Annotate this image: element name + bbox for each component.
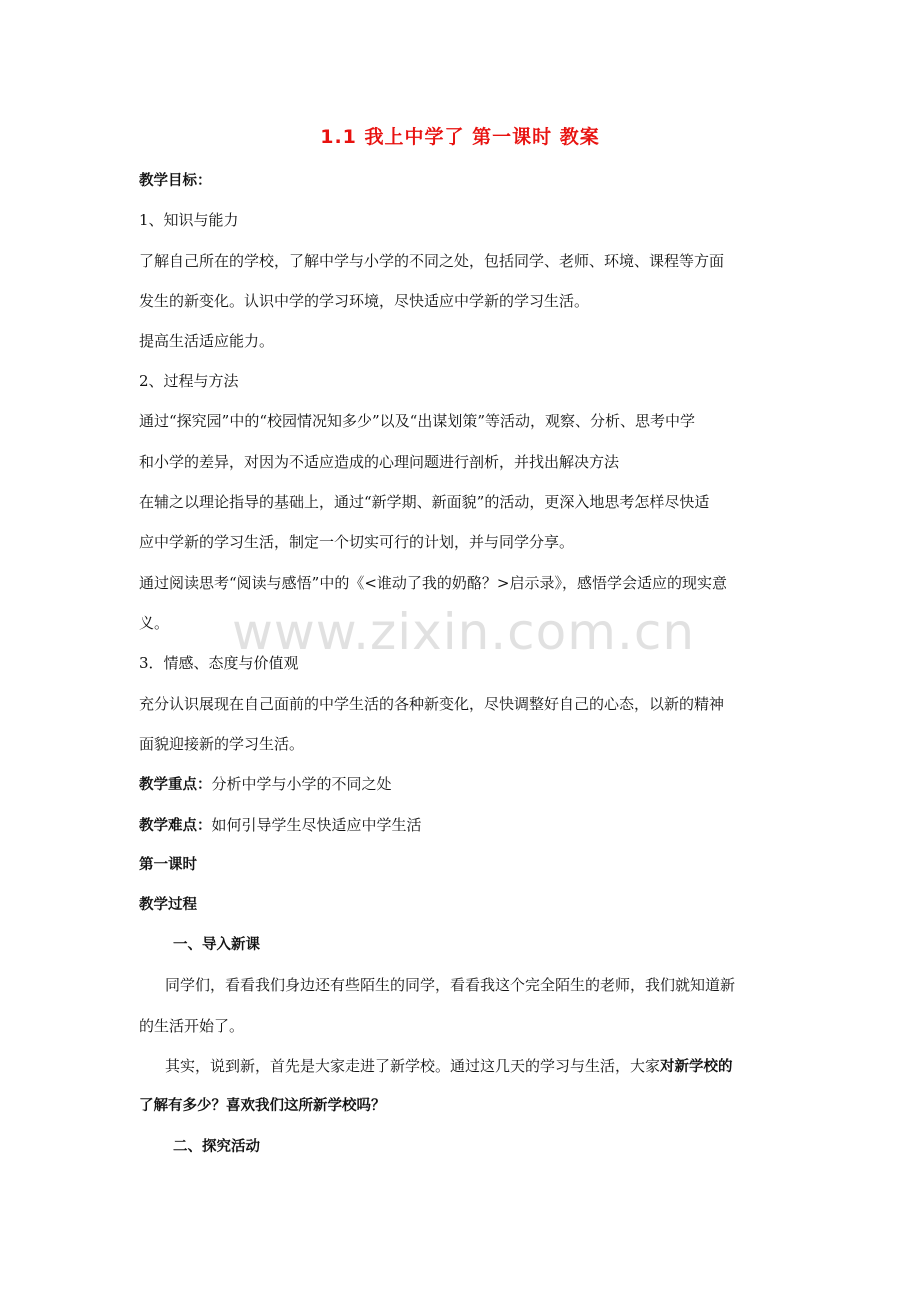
section-2-paragraph-line: 在辅之以理论指导的基础上，通过“新学期、新面貌”的活动，更深入地思考怎样尽快适 [139,493,710,511]
part-2-heading: 二、探究活动 [173,1139,260,1155]
part-1-heading: 一、导入新课 [173,937,260,953]
key-points-line [139,774,789,795]
section-2-paragraph-line: 义。 [139,614,170,632]
part-1-paragraph-line: 同学们，看看我们身边还有些陌生的同学，看看我这个完全陌生的老师，我们就知道新 [165,976,736,994]
lesson-label: 第一课时 [139,857,197,873]
section-3-paragraph-line: 面貌迎接新的学习生活。 [139,735,305,753]
part-1-paragraph-bold: 对新学校的 [660,1059,733,1075]
section-1-paragraph-line: 提高生活适应能力。 [139,332,275,350]
difficulty-label: 教学难点： [139,818,212,834]
section-2-paragraph-line: 通过阅读思考“阅读与感悟”中的《<谁动了我的奶酪？>启示录》，感悟学会适应的现实意 [139,574,727,592]
section-2-heading: 2、过程与方法 [139,372,239,390]
part-1-paragraph-line [165,1056,815,1077]
key-points-label: 教学重点： [139,777,212,793]
difficulty-line [139,815,789,836]
key-points-text: 分析中学与小学的不同之处 [211,775,392,793]
section-3-paragraph-line: 充分认识展现在自己面前的中学生活的各种新变化，尽快调整好自己的心态，以新的精神 [139,695,725,713]
section-2-paragraph-line: 通过“探究园”中的“校园情况知多少”以及“出谋划策”等活动，观察、分析、思考中学 [139,412,696,430]
watermark: www.zixin.com.cn [232,603,696,661]
document-title: 1.1 我上中学了 第一课时 教案 [320,126,600,148]
part-1-paragraph-normal: 其实，说到新，首先是大家走进了新学校。通过这几天的学习与生活，大家 [165,1057,661,1075]
section-1-paragraph-line: 发生的新变化。认识中学的学习环境，尽快适应中学新的学习生活。 [139,292,590,310]
section-1-paragraph-line: 了解自己所在的学校，了解中学与小学的不同之处，包括同学、老师、环境、课程等方面 [139,252,725,270]
process-label: 教学过程 [139,897,197,913]
objectives-heading: 教学目标： [139,173,212,189]
difficulty-text: 如何引导学生尽快适应中学生活 [211,816,422,834]
section-1-heading: 1、知识与能力 [139,211,239,229]
section-2-paragraph-line: 和小学的差异，对因为不适应造成的心理问题进行剖析，并找出解决方法 [139,453,620,471]
part-1-paragraph-line: 的生活开始了。 [139,1017,245,1035]
section-3-heading: 3．情感、态度与价值观 [139,654,299,672]
part-1-paragraph-line: 了解有多少？喜欢我们这所新学校吗？ [139,1098,386,1114]
section-2-paragraph-line: 应中学新的学习生活，制定一个切实可行的计划，并与同学分享。 [139,533,575,551]
